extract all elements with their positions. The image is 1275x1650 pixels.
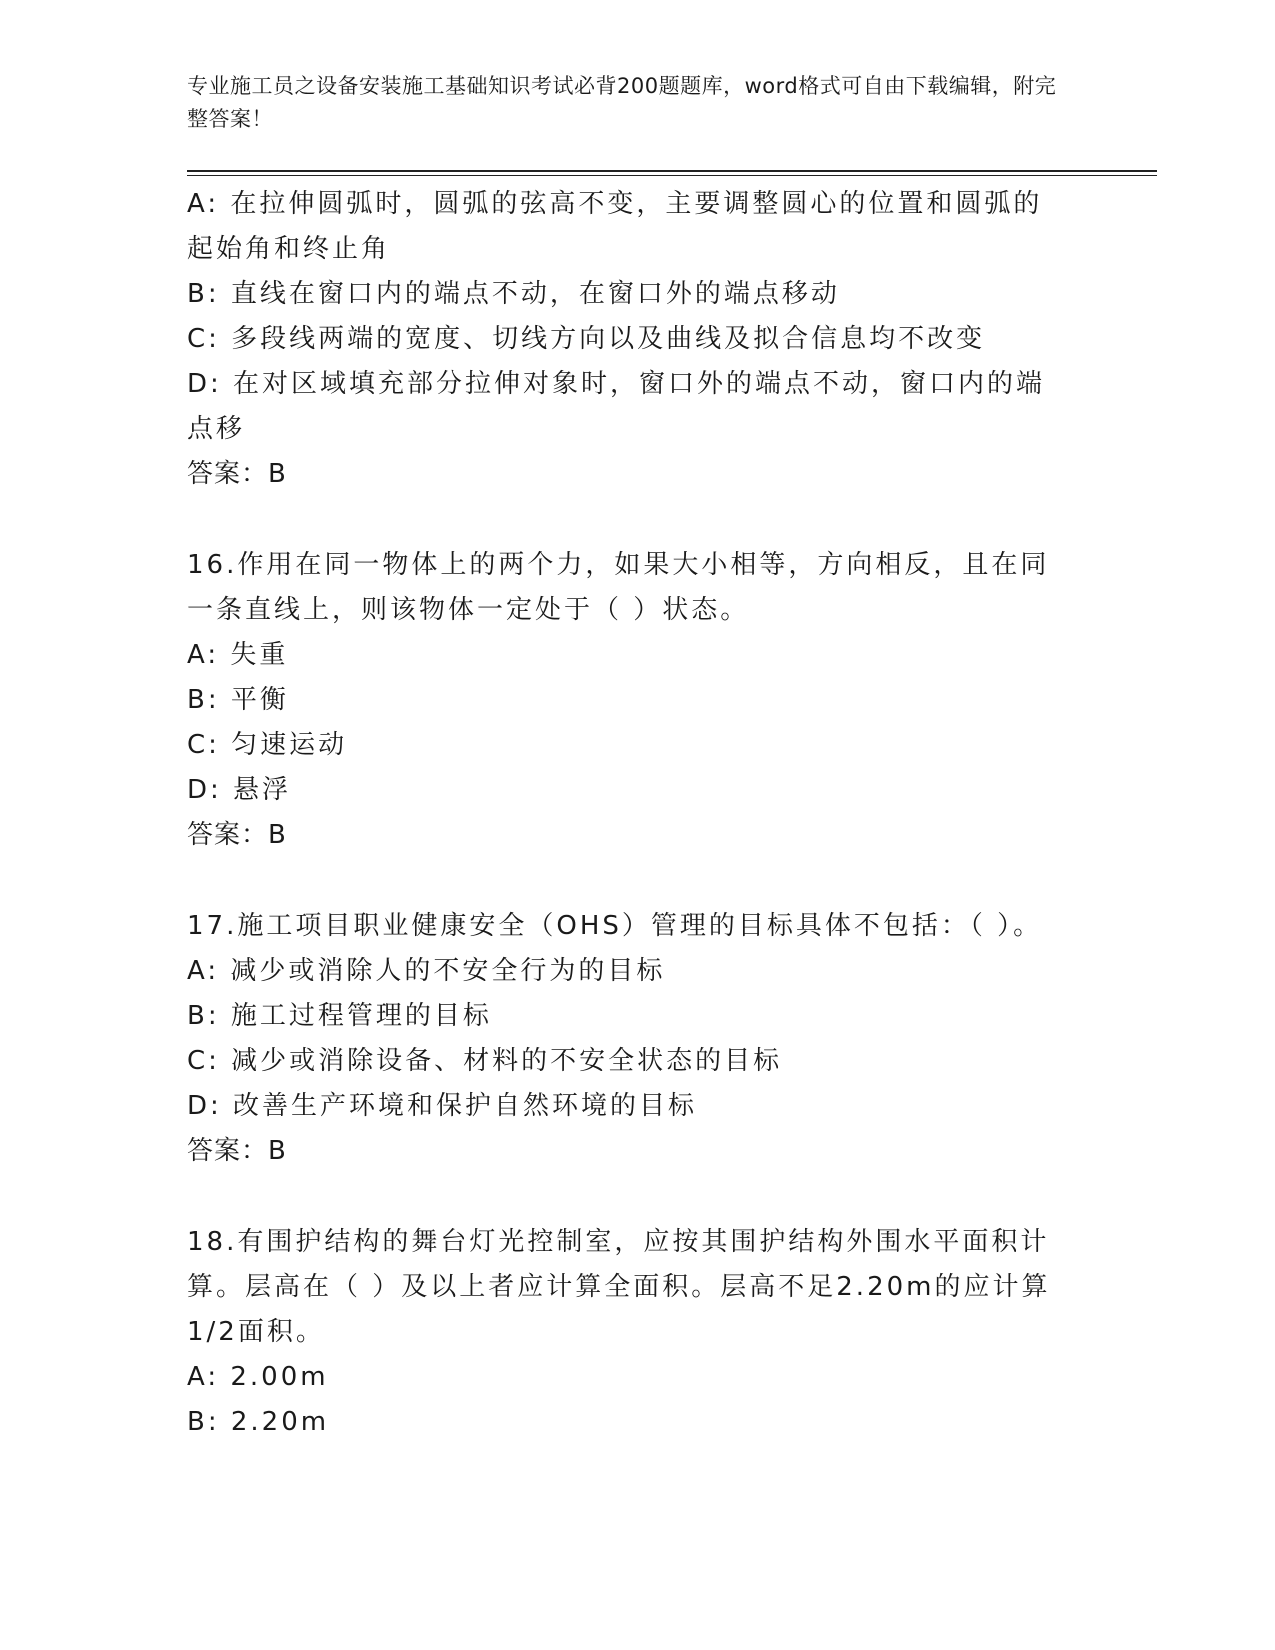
document-header-title: 专业施工员之设备安装施工基础知识考试必背200题题库，word格式可自由下载编辑，附完整答案！ xyxy=(187,74,1057,131)
option-a: A: 失重 xyxy=(187,640,289,670)
header-divider xyxy=(187,170,1157,176)
option-b: B: 直线在窗口内的端点不动，在窗口外的端点移动 xyxy=(187,279,840,309)
option-b: B: 施工过程管理的目标 xyxy=(187,1001,492,1031)
question-18-block xyxy=(187,1220,1067,1445)
option-d: D: 在对区域填充部分拉伸对象时，窗口外的端点不动，窗口内的端点移 xyxy=(187,369,1046,444)
block-spacer xyxy=(187,858,1067,904)
question-17-block xyxy=(187,904,1067,1174)
question-16-text: 16.作用在同一物体上的两个力，如果大小相等，方向相反，且在同一条直线上，则该物体一定处于（ ）状态。 xyxy=(187,550,1050,625)
question-content xyxy=(187,182,1067,1445)
option-d: D: 改善生产环境和保护自然环境的目标 xyxy=(187,1091,698,1121)
option-a: A: 2.00m xyxy=(187,1362,329,1392)
option-a: A: 减少或消除人的不安全行为的目标 xyxy=(187,956,666,986)
question-18-text: 18.有围护结构的舞台灯光控制室，应按其围护结构外围水平面积计算。层高在（ ）及以上者应计算全面积。层高不足2.20m的应计算1/2面积。 xyxy=(187,1227,1051,1347)
option-c: C: 多段线两端的宽度、切线方向以及曲线及拟合信息均不改变 xyxy=(187,324,986,354)
option-c: C: 减少或消除设备、材料的不安全状态的目标 xyxy=(187,1046,783,1076)
block-spacer xyxy=(187,497,1067,543)
option-a: A: 在拉伸圆弧时，圆弧的弦高不变，主要调整圆心的位置和圆弧的起始角和终止角 xyxy=(187,189,1043,264)
option-b: B: 2.20m xyxy=(187,1407,330,1437)
block-spacer xyxy=(187,1174,1067,1220)
answer-label: 答案：B xyxy=(187,459,287,489)
answer-label: 答案：B xyxy=(187,1136,287,1166)
document-page xyxy=(187,70,1157,1445)
question-16-block xyxy=(187,543,1067,858)
question-17-text: 17.施工项目职业健康安全（OHS）管理的目标具体不包括：（ ）。 xyxy=(187,911,1043,941)
option-b: B: 平衡 xyxy=(187,685,289,715)
option-c: C: 匀速运动 xyxy=(187,730,348,760)
option-d: D: 悬浮 xyxy=(187,775,292,805)
answer-label: 答案：B xyxy=(187,820,287,850)
question-15-block xyxy=(187,182,1067,497)
